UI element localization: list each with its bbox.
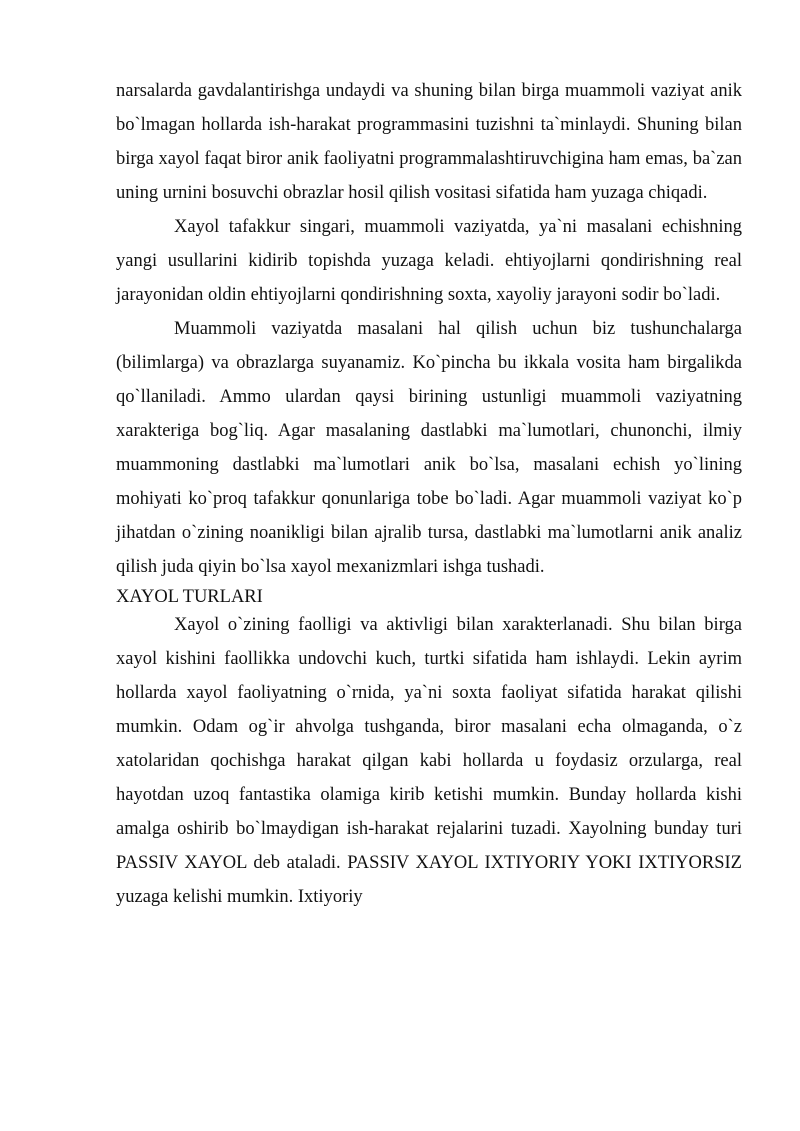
paragraph-3: Muammoli vaziyatda masalani hal qilish uchun biz tushunchalarga (bilimlarga) va obrazlarga suyanamiz. Ko`pincha bu ikkala vosita ham birgalikda qo`llaniladi. Ammo ulardan qaysi birining ustunligi muammoli vaziyatning xarakteriga bog`liq. Agar masalaning dastlabki ma`lumotlari, chunonchi, ilmiy muammoning dastlabki ma`lumotlari anik bo`lsa, masalani echish yo`lining mohiyati ko`proq tafakkur qonunlariga tobe bo`ladi. Agar muammoli vaziyat ko`p jihatdan o`zining noanikligi bilan ajralib tursa, dastlabki ma`lumotlarni anik analiz qilish juda qiyin bo`lsa xayol mexanizmlari ishga tushadi. [116, 319, 742, 577]
paragraph-4: Xayol o`zining faolligi va aktivligi bilan xarakterlanadi. Shu bilan birga xayol kishini faollikka undovchi kuch, turtki sifatida ham ishlaydi. Lekin ayrim hollarda xayol faoliyatning o`rnida, ya`ni soxta faoliyat sifatida harakat qilishi mumkin. Odam og`ir ahvolga tushganda, biror masalani echa olmaganda, o`z xatolaridan qochishga harakat qilgan kabi hollarda u foydasiz orzularga, real hayotdan uzoq fantastika olamiga kirib ketishi mumkin. Bunday hollarda kishi amalga oshirib bo`lmaydigan ish-harakat rejalarini tuzadi. Xayolning bunday turi PASSIV XAYOL deb ataladi. PASSIV XAYOL IXTIYORIY YOKI IXTIYORSIZ yuzaga kelishi mumkin. Ixtiyoriy [116, 615, 742, 907]
paragraph-1: narsalarda gavdalantirishga undaydi va shuning bilan birga muammoli vaziyat anik bo`lmagan hollarda ish-harakat programmasini tuzishni ta`minlaydi. Shuning bilan birga xayol faqat biror anik faoliyatni programmalashtiruvchigina ham emas, ba`zan uning urnini bosuvchi obrazlar hosil qilish vositasi sifatida ham yuzaga chiqadi. [116, 81, 742, 203]
section-heading: XAYOL TURLARI [116, 587, 263, 607]
paragraph-2: Xayol tafakkur singari, muammoli vaziyatda, ya`ni masalani echishning yangi usullarini kidirib topishda yuzaga keladi. ehtiyojlarni qondirishning real jarayonidan oldin ehtiyojlarni qondirishning soxta, xayoliy jarayoni sodir bo`ladi. [116, 217, 742, 305]
document-page [116, 74, 742, 914]
